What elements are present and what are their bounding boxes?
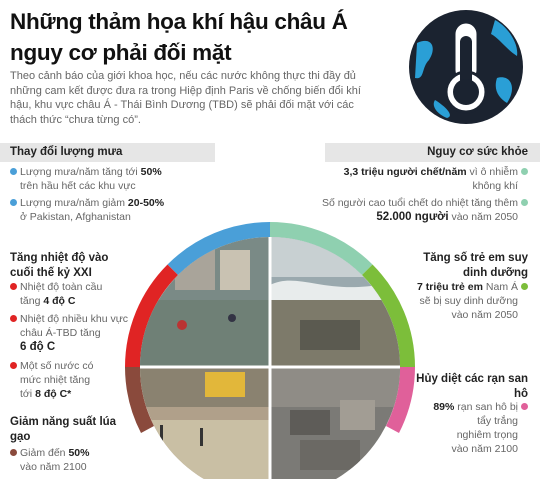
temperature-heading: Tăng nhiệt độ vào cuối thế kỷ XXI [10, 252, 109, 279]
rainfall-item-1: Lượng mưa/năm tăng tới 50% trên hầu hết các khu vực [10, 165, 162, 193]
bullet-icon [10, 283, 17, 290]
page-title: Những thảm họa khí hậu châu Á nguy cơ phải đối mặt [10, 9, 348, 65]
health-heading: Nguy cơ sức khỏe [427, 146, 528, 158]
bullet-icon [10, 362, 17, 369]
bullet-icon [10, 199, 17, 206]
bullet-icon [10, 449, 17, 456]
bullet-icon [521, 283, 528, 290]
temperature-item-2: Nhiệt độ nhiều khu vực châu Á-TBD tăng 6 độ C [10, 312, 128, 354]
bullet-icon [521, 199, 528, 206]
health-item-1: 3,3 triệu người chết/năm vì ô nhiễm không khí [344, 165, 528, 193]
destruction-photo [270, 367, 400, 479]
rainfall-heading: Thay đổi lượng mưa [10, 146, 123, 158]
health-item-2: Số người cao tuổi chết do nhiệt tăng thêm 52.000 người vào năm 2050 [322, 196, 528, 224]
coral-heading: Hủy diệt các rạn san hô [416, 373, 528, 400]
malnutrition-item: 7 triệu trẻ em Nam Á sẽ bị suy dinh dưỡng vào năm 2050 [417, 280, 528, 322]
coral-item: 89% rạn san hô bị tẩy trắng nghiêm trọng vào năm 2100 [433, 400, 528, 456]
bullet-icon [10, 168, 17, 175]
heat-drought-photo [140, 367, 270, 479]
rainfall-item-2: Lượng mưa/năm giảm 20-50% ở Pakistan, Afghanistan [10, 196, 164, 224]
bullet-icon [521, 168, 528, 175]
flood-photo [140, 237, 270, 367]
intro-text: Theo cảnh báo của giới khoa học, nếu các nước không thực thi đầy đủ những cam kết được đưa ra trong Hiệp định Paris về chống biến đổi khí hậu, khu vực châu Á - Thái Bình Dương (TBD) sẽ phải đối mặt với các thách thức “chưa từng có”. [10, 70, 361, 126]
rice-heading: Giảm năng suất lúa gạo [10, 416, 117, 443]
temperature-item-3: Một số nước có mức nhiệt tăng tới 8 độ C* [10, 359, 93, 401]
rice-item: Giảm đến 50% vào năm 2100 [10, 446, 89, 474]
storm-flood-photo [270, 237, 400, 367]
temperature-item-1: Nhiệt độ toàn cầu tăng 4 độ C [10, 280, 102, 308]
bullet-icon [10, 315, 17, 322]
malnutrition-heading: Tăng số trẻ em suy dinh dưỡng [423, 252, 528, 279]
bullet-icon [521, 403, 528, 410]
